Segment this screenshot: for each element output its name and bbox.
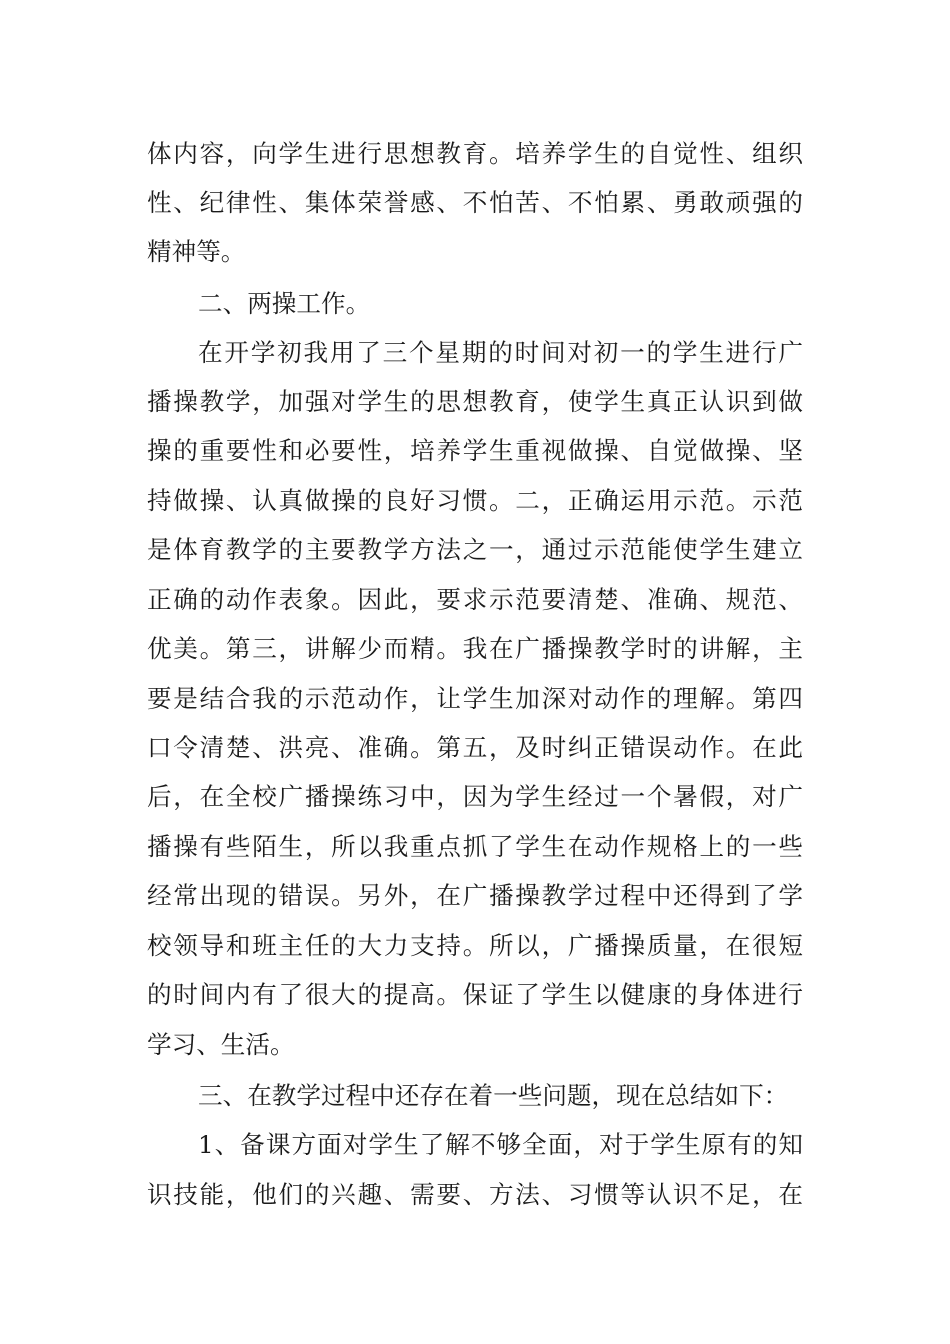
section-heading: 三、在教学过程中还存在着一些问题，现在总结如下：: [198, 1081, 789, 1110]
text-line: 在开学初我用了三个星期的时间对初一的学生进行广: [198, 338, 803, 367]
text-line: 口令清楚、洪亮、准确。第五，及时纠正错误动作。在此: [147, 733, 803, 762]
text-line: 体内容，向学生进行思想教育。培养学生的自觉性、组织: [147, 139, 803, 168]
text-line: 学习、生活。: [147, 1030, 295, 1059]
text-line: 要是结合我的示范动作，让学生加深对动作的理解。第四: [147, 684, 803, 713]
text-line: 播操教学，加强对学生的思想教育，使学生真正认识到做: [147, 387, 803, 416]
text-line: 持做操、认真做操的良好习惯。二，正确运用示范。示范: [147, 486, 803, 515]
text-line: 操的重要性和必要性，培养学生重视做操、自觉做操、坚: [147, 436, 803, 465]
text-line: 1、备课方面对学生了解不够全面，对于学生原有的知: [198, 1130, 803, 1159]
text-line: 是体育教学的主要教学方法之一，通过示范能使学生建立: [147, 535, 803, 564]
text-line: 性、纪律性、集体荣誉感、不怕苦、不怕累、勇敢顽强的: [147, 188, 803, 217]
text-line: 校领导和班主任的大力支持。所以，广播操质量，在很短: [147, 931, 803, 960]
text-line: 的时间内有了很大的提高。保证了学生以健康的身体进行: [147, 980, 803, 1009]
text-line: 识技能，他们的兴趣、需要、方法、习惯等认识不足，在: [147, 1180, 803, 1209]
section-heading: 二、两操工作。: [198, 289, 371, 318]
text-line: 播操有些陌生，所以我重点抓了学生在动作规格上的一些: [147, 832, 803, 861]
text-line: 精神等。: [147, 237, 246, 266]
text-line: 正确的动作表象。因此，要求示范要清楚、准确、规范、: [147, 585, 803, 614]
text-line: 优美。第三，讲解少而精。我在广播操教学时的讲解，主: [147, 634, 803, 663]
text-line: 后，在全校广播操练习中，因为学生经过一个暑假，对广: [147, 782, 803, 811]
text-line: 经常出现的错误。另外，在广播操教学过程中还得到了学: [147, 881, 803, 910]
